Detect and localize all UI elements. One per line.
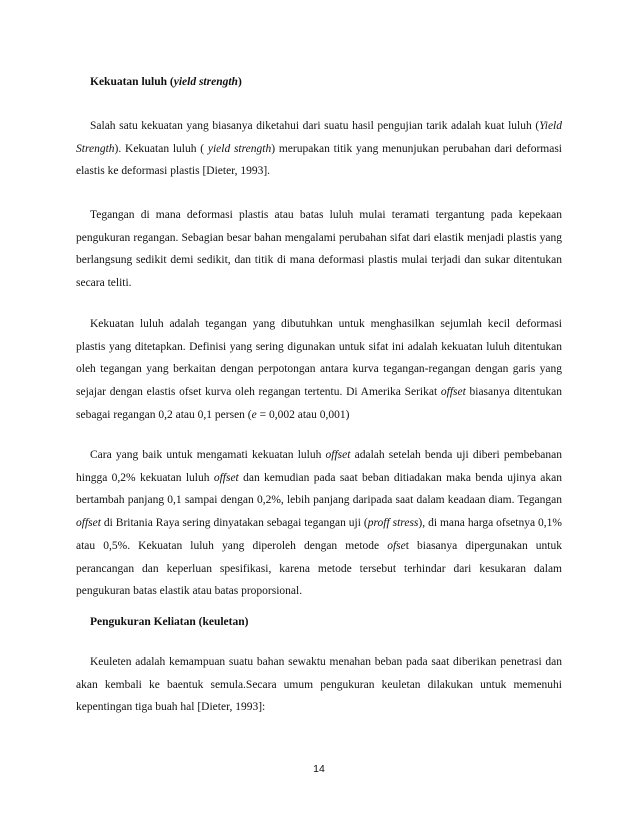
page-number: 14 bbox=[313, 763, 325, 775]
paragraph-offset-method: Cara yang baik untuk mengamati kekuatan luluh offset adalah setelah benda uji diberi pembebanan hingga 0,2% kekuatan luluh offset dan kemudian pada saat beban ditiadakan maka benda ujinya akan bertambah panjang 0,1 sampai dengan 0,2%, lebih panjang daripada saat dalam keadaan diam. Tegangan offset di Britania Raya sering dinyatakan sebagai tegangan uji (proff stress), di mana harga ofsetnya 0,1% atau 0,5%. Kekuatan luluh yang diperoleh dengan metode ofset biasanya dipergunakan untuk perancangan dan keperluan spesifikasi, karena metode tersebut terhindar dari kesukaran dalam pengukuran batas elastik atau batas proporsional. bbox=[76, 449, 563, 598]
section-heading-yield-strength: Kekuatan luluh (yield strength) bbox=[90, 76, 242, 88]
paragraph-yield-definition: Salah satu kekuatan yang biasanya diketahui dari suatu hasil pengujian tarik adalah kuat luluh (Yield Strength). Kekuatan luluh ( yield strength) merupakan titik yang menunjukan perubahan dari deformasi elastis ke deformasi plastis [Dieter, 1993]. bbox=[76, 120, 562, 178]
section-heading-ductility: Pengukuran Keliatan (keuletan) bbox=[90, 616, 249, 628]
paragraph-ductility: Keuleten adalah kemampuan suatu bahan sewaktu menahan beban pada saat diberikan penetrasi dan akan kembali ke baentuk semula.Secara umum pengukuran keuletan dilakukan untuk memenuhi kepentingan tiga buah hal [Dieter, 1993]: bbox=[76, 656, 562, 714]
paragraph-offset-definition: Kekuatan luluh adalah tegangan yang dibutuhkan untuk menghasilkan sejumlah kecil deformasi plastis yang ditetapkan. Definisi yang sering digunakan untuk sifat ini adalah kekuatan luluh ditentukan oleh tegangan yang berkaitan dengan perpotongan antara kurva tegangan-regangan dengan garis yang sejajar dengan elastis ofset kurva oleh regangan tertentu. Di Amerika Serikat offset biasanya ditentukan sebagai regangan 0,2 atau 0,1 persen (e = 0,002 atau 0,001) bbox=[76, 318, 562, 421]
paragraph-plastic-deformation: Tegangan di mana deformasi plastis atau batas luluh mulai teramati tergantung pada kepekaan pengukuran regangan. Sebagian besar bahan mengalami perubahan sifat dari elastik menjadi plastis yang berlangsung sedikit demi sedikit, dan titik di mana deformasi plastis mulai terjadi dan sukar ditentukan secara teliti. bbox=[76, 209, 562, 290]
